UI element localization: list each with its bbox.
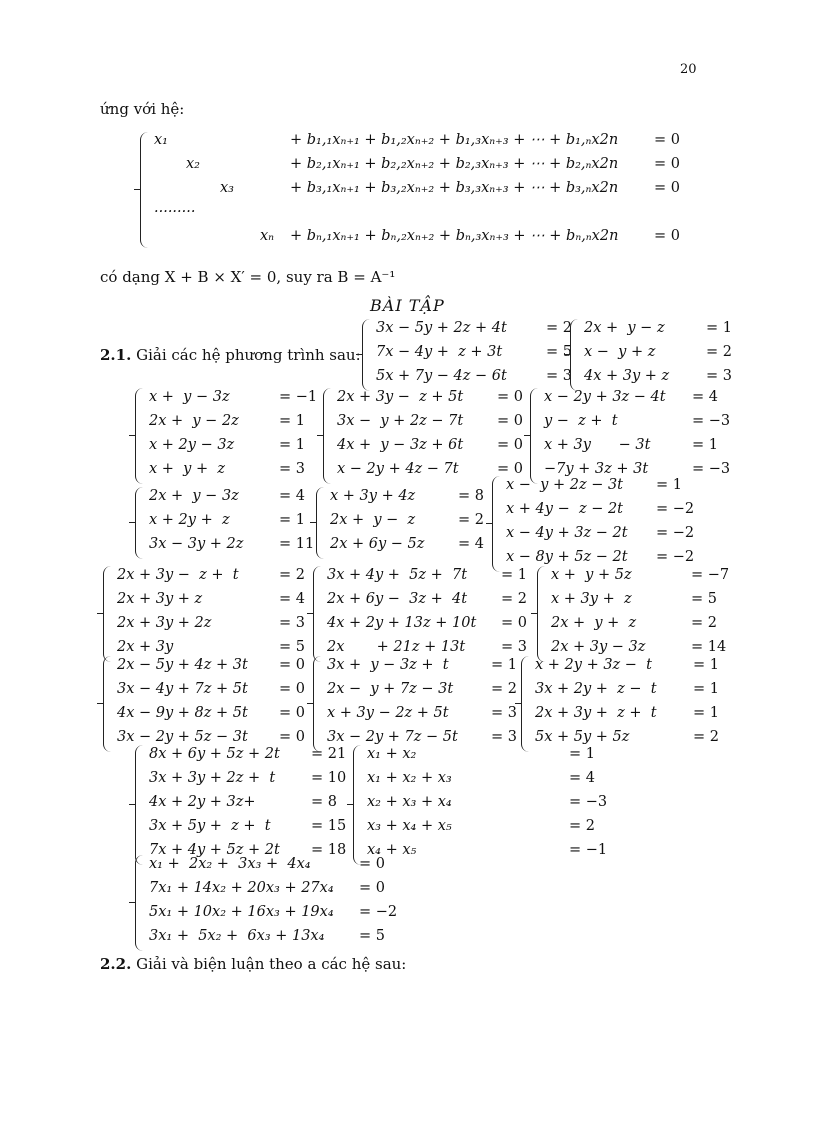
- equation-rhs: = 10: [311, 770, 347, 786]
- equation-lhs: 2x + y − 3z: [149, 488, 239, 504]
- equation-lhs: 2x + 3y − z + 5t: [337, 389, 464, 405]
- equation-lhs: x − 2y + 4z − 7t: [337, 461, 459, 477]
- system-row: [117, 567, 305, 583]
- equation-lhs: 2x + 21z + 13t: [327, 639, 466, 655]
- equation-lhs: x − y + 2z − 3t: [506, 477, 623, 493]
- equation-lhs: x₃ + x₄ + x₅: [367, 818, 452, 834]
- system-row: [544, 389, 718, 405]
- equation-rhs: = 11: [279, 536, 315, 552]
- equation-lhs: 3x − y + 2z − 7t: [337, 413, 464, 429]
- system-row: [149, 437, 305, 453]
- equation-rhs: = −3: [692, 461, 731, 477]
- system-row: [367, 746, 595, 762]
- system-brace: [537, 566, 548, 662]
- equation-rhs: = 0: [497, 461, 523, 477]
- equation-lhs: 7x − 4y + z + 3t: [376, 344, 503, 360]
- equation-lhs: x + 3y + z: [551, 591, 632, 607]
- equation-lhs: y − z + t: [544, 413, 618, 429]
- equation-rhs: = 5: [359, 928, 385, 944]
- equation-lhs: 3x − 3y + 2z: [149, 536, 244, 552]
- system-row: x₂ + b₂,₁xₙ₊₁ + b₂,₂xₙ₊₂ + b₂,₃xₙ₊₃ + ⋯ + b₂,ₙx2n = 0: [186, 156, 680, 172]
- system-row: [149, 413, 305, 429]
- equation-rhs: = −1: [279, 389, 318, 405]
- equation-rhs: = 15: [311, 818, 347, 834]
- equation-rhs: = 0: [279, 657, 305, 673]
- big-system: [140, 132, 700, 248]
- equation-rhs: = 0: [279, 681, 305, 697]
- equation-rhs: = 2: [546, 320, 572, 336]
- equation-rhs: = 3: [491, 729, 517, 745]
- equation-lhs: 2x − y + 7z − 3t: [327, 681, 454, 697]
- system-row: [535, 681, 719, 697]
- equation-rhs: = 5: [691, 591, 717, 607]
- equation-lhs: 3x + 5y + z + t: [149, 818, 271, 834]
- system-row: [506, 477, 682, 493]
- equation-rhs: = 1: [279, 512, 305, 528]
- system-row: [535, 705, 719, 721]
- equation-rhs: = 1: [569, 746, 595, 762]
- equation-lhs: x − 4y + 3z − 2t: [506, 525, 628, 541]
- equation-rhs: = 14: [691, 639, 727, 655]
- system-row: [327, 567, 527, 583]
- equation-rhs: = 1: [279, 437, 305, 453]
- intro-text: ứng với hệ:: [100, 100, 185, 118]
- system-row: [535, 729, 719, 745]
- equation-rhs: = 3: [491, 705, 517, 721]
- system-row: [330, 536, 484, 552]
- system-row: [367, 770, 595, 786]
- equation-system: [362, 319, 572, 391]
- system-row: [337, 437, 523, 453]
- equation-lhs: 4x + 2y + 13z + 10t: [327, 615, 477, 631]
- system-brace: [103, 566, 114, 662]
- equation-rhs: = 0: [497, 437, 523, 453]
- system-row: [149, 461, 305, 477]
- equation-rhs: = 3: [706, 368, 732, 384]
- equation-lhs: x₁ + x₂: [367, 746, 417, 762]
- system-row: x₁ + b₁,₁xₙ₊₁ + b₁,₂xₙ₊₂ + b₁,₃xₙ₊₃ + ⋯ + b₁,ₙx2n = 0: [154, 132, 680, 148]
- equation-rhs: = 2: [491, 681, 517, 697]
- equation-lhs: x + 2y + z: [149, 512, 230, 528]
- equation-rhs: = 3: [501, 639, 527, 655]
- system-brace: [313, 566, 324, 662]
- equation-rhs: = 1: [279, 413, 305, 429]
- equation-rhs: = 2: [458, 512, 484, 528]
- equation-rhs: = 4: [692, 389, 718, 405]
- system-row: [149, 794, 337, 810]
- system-row: [149, 389, 318, 405]
- equation-system: [313, 656, 523, 752]
- equation-lhs: 3x + 2y + z − t: [535, 681, 657, 697]
- system-row: [149, 746, 347, 762]
- system-brace: [530, 388, 541, 484]
- equation-lhs: 5x + 7y − 4z − 6t: [376, 368, 507, 384]
- equation-system: [135, 745, 347, 865]
- equation-rhs: = −3: [569, 794, 608, 810]
- equation-rhs: = 18: [311, 842, 347, 858]
- equation-lhs: 3x + 4y + 5z + 7t: [327, 567, 468, 583]
- equation-rhs: = 2: [501, 591, 527, 607]
- equation-system: [323, 388, 523, 484]
- system-row: [327, 591, 527, 607]
- system-row: [327, 639, 527, 655]
- equation-lhs: 2x + 3y − z + t: [117, 567, 239, 583]
- equation-lhs: 3x + y − 3z + t: [327, 657, 449, 673]
- exercise-text: Giải các hệ phương trình sau:: [136, 346, 361, 364]
- system-row: [117, 705, 305, 721]
- equation-rhs: = −7: [691, 567, 730, 583]
- conclusion-text: có dạng X + B × X′ = 0, suy ra B = A⁻¹: [100, 268, 396, 286]
- equation-rhs: = 0: [359, 856, 385, 872]
- equation-rhs: = −2: [359, 904, 398, 920]
- system-row: [327, 705, 517, 721]
- system-row: [117, 591, 305, 607]
- equation-system: [135, 855, 398, 951]
- equation-lhs: x + y + z: [149, 461, 225, 477]
- equation-system: [313, 566, 527, 662]
- equation-rhs: = 0: [279, 705, 305, 721]
- system-row: [149, 904, 398, 920]
- system-row: [327, 615, 527, 631]
- equation-rhs: = 0: [359, 880, 385, 896]
- exercise-text: Giải và biện luận theo a các hệ sau:: [136, 955, 407, 973]
- equation-lhs: 8x + 6y + 5z + 2t: [149, 746, 280, 762]
- system-brace: [492, 476, 503, 572]
- equation-rhs: = 1: [656, 477, 682, 493]
- exercise-label: 2.1.: [100, 346, 132, 364]
- equation-lhs: 2x + y − z: [330, 512, 416, 528]
- system-brace: [135, 388, 146, 484]
- equation-system: [103, 566, 303, 662]
- system-brace: [570, 319, 581, 391]
- equation-rhs: = 1: [491, 657, 517, 673]
- equation-lhs: 4x + 2y + 3z+: [149, 794, 256, 810]
- system-row: [149, 512, 305, 528]
- equation-lhs: x₄ + x₅: [367, 842, 417, 858]
- equation-rhs: = 1: [501, 567, 527, 583]
- equation-rhs: = 2: [706, 344, 732, 360]
- equation-rhs: = 8: [458, 488, 484, 504]
- system-row: [367, 818, 595, 834]
- system-row: [551, 567, 730, 583]
- system-row: [117, 615, 305, 631]
- page-number: 20: [680, 62, 697, 77]
- equation-rhs: = 1: [693, 705, 719, 721]
- system-brace: [323, 388, 334, 484]
- exercise-label: 2.2.: [100, 955, 132, 973]
- equation-lhs: x + 2y + 3z − t: [535, 657, 652, 673]
- equation-lhs: x + 3y − 2z + 5t: [327, 705, 449, 721]
- equation-lhs: 4x + y − 3z + 6t: [337, 437, 464, 453]
- system-row: [337, 389, 523, 405]
- equation-rhs: = 3: [546, 368, 572, 384]
- system-row: [330, 488, 484, 504]
- equation-rhs: = 5: [279, 639, 305, 655]
- equation-system: [135, 388, 318, 484]
- equation-rhs: = 0: [497, 413, 523, 429]
- equation-system: [103, 656, 303, 752]
- equation-lhs: 3x − 5y + 2z + 4t: [376, 320, 507, 336]
- equation-lhs: 3x − 4y + 7z + 5t: [117, 681, 248, 697]
- equation-rhs: = −2: [656, 501, 695, 517]
- equation-lhs: 7x₁ + 14x₂ + 20x₃ + 27x₄: [149, 880, 334, 896]
- equation-system: [530, 388, 730, 484]
- equation-lhs: 3x₁ + 5x₂ + 6x₃ + 13x₄: [149, 928, 325, 944]
- system-row: [551, 639, 727, 655]
- equation-lhs: x + 3y − 3t: [544, 437, 651, 453]
- system-row: [327, 681, 517, 697]
- system-row: [117, 681, 305, 697]
- system-row: [544, 437, 718, 453]
- system-row: [117, 657, 305, 673]
- equation-lhs: x + 4y − z − 2t: [506, 501, 623, 517]
- system-row: [506, 501, 695, 517]
- equation-rhs: = 21: [311, 746, 347, 762]
- exercise-2-1: [100, 346, 361, 364]
- system-row: [376, 368, 572, 384]
- system-row: [327, 657, 517, 673]
- equation-rhs: = 1: [692, 437, 718, 453]
- equation-rhs: = 1: [693, 657, 719, 673]
- equation-rhs: = 2: [279, 567, 305, 583]
- equation-lhs: x + 2y − 3z: [149, 437, 235, 453]
- system-row: [337, 461, 523, 477]
- equation-rhs: = 3: [279, 461, 305, 477]
- equation-rhs: = 4: [458, 536, 484, 552]
- equation-lhs: 2x − 5y + 4z + 3t: [117, 657, 248, 673]
- equation-rhs: = 0: [497, 389, 523, 405]
- equation-rhs: = 1: [706, 320, 732, 336]
- equation-lhs: 2x + 3y + z: [117, 591, 203, 607]
- equation-lhs: 2x + y − z: [584, 320, 665, 336]
- system-row: x₃ + b₃,₁xₙ₊₁ + b₃,₂xₙ₊₂ + b₃,₃xₙ₊₃ + ⋯ + b₃,ₙx2n = 0: [220, 180, 680, 196]
- system-row: [330, 512, 484, 528]
- section-heading: BÀI TẬP: [370, 296, 445, 315]
- system-row: [149, 880, 385, 896]
- equation-lhs: 2x + y − 2z: [149, 413, 239, 429]
- equation-rhs: = 4: [279, 591, 305, 607]
- system-row: [149, 928, 385, 944]
- system-row: ·········: [154, 204, 196, 220]
- equation-lhs: x − y + z: [584, 344, 656, 360]
- system-row: [117, 729, 305, 745]
- system-row: [584, 320, 732, 336]
- equation-lhs: 2x + 3y + z + t: [535, 705, 657, 721]
- equation-rhs: = −2: [656, 549, 695, 565]
- equation-system: [537, 566, 730, 662]
- equation-rhs: = −3: [692, 413, 731, 429]
- equation-lhs: x − 8y + 5z − 2t: [506, 549, 628, 565]
- system-row: xₙ + bₙ,₁xₙ₊₁ + bₙ,₂xₙ₊₂ + bₙ,₃xₙ₊₃ + ⋯ + bₙ,ₙx2n = 0: [260, 228, 680, 244]
- equation-lhs: 4x + 3y + z: [584, 368, 670, 384]
- system-brace: [140, 132, 151, 248]
- equation-rhs: = 5: [546, 344, 572, 360]
- system-row: [149, 488, 305, 504]
- equation-lhs: x + 3y + 4z: [330, 488, 416, 504]
- equation-lhs: 5x + 5y + 5z: [535, 729, 630, 745]
- equation-lhs: 2x + 3y: [117, 639, 174, 655]
- system-brace: [316, 487, 327, 559]
- equation-lhs: 2x + 6y − 5z: [330, 536, 425, 552]
- exercise-2-2: [100, 955, 406, 973]
- equation-system: [135, 487, 315, 559]
- system-row: [584, 344, 732, 360]
- system-brace: [103, 656, 114, 752]
- system-brace: [353, 745, 364, 865]
- equation-lhs: 5x₁ + 10x₂ + 16x₃ + 19x₄: [149, 904, 334, 920]
- equation-system: [521, 656, 731, 752]
- system-row: [535, 657, 719, 673]
- system-brace: [313, 656, 324, 752]
- system-row: [544, 461, 731, 477]
- equation-rhs: = 1: [693, 681, 719, 697]
- system-row: [551, 615, 717, 631]
- equation-rhs: = 8: [311, 794, 337, 810]
- system-brace: [135, 487, 146, 559]
- system-row: [337, 413, 523, 429]
- system-row: [376, 344, 572, 360]
- equation-lhs: x₁ + 2x₂ + 3x₃ + 4x₄: [149, 856, 311, 872]
- system-brace: [362, 319, 373, 391]
- system-brace: [135, 855, 146, 951]
- equation-lhs: 7x + 4y + 5z + 2t: [149, 842, 280, 858]
- equation-rhs: = 0: [279, 729, 305, 745]
- system-row: [149, 770, 347, 786]
- system-brace: [521, 656, 532, 752]
- equation-lhs: x + y − 3z: [149, 389, 230, 405]
- equation-rhs: = 3: [279, 615, 305, 631]
- equation-lhs: 3x − 2y + 7z − 5t: [327, 729, 458, 745]
- equation-lhs: 2x + 3y + 2z: [117, 615, 212, 631]
- system-row: [327, 729, 517, 745]
- equation-rhs: = 2: [569, 818, 595, 834]
- system-row: [544, 413, 731, 429]
- equation-rhs: = 0: [501, 615, 527, 631]
- equation-lhs: 4x − 9y + 8z + 5t: [117, 705, 248, 721]
- system-row: [506, 525, 695, 541]
- equation-rhs: = 2: [693, 729, 719, 745]
- equation-system: [492, 476, 695, 572]
- system-brace: [135, 745, 146, 865]
- system-row: [117, 639, 305, 655]
- system-row: [551, 591, 717, 607]
- system-row: [506, 549, 695, 565]
- system-row: [149, 818, 347, 834]
- equation-rhs: = −2: [656, 525, 695, 541]
- system-row: [149, 856, 385, 872]
- equation-rhs: = −1: [569, 842, 608, 858]
- equation-lhs: x − 2y + 3z − 4t: [544, 389, 666, 405]
- equation-lhs: 2x + 3y − 3z: [551, 639, 646, 655]
- system-row: [149, 536, 315, 552]
- equation-system: [316, 487, 486, 559]
- equation-lhs: −7y + 3z + 3t: [544, 461, 649, 477]
- equation-lhs: x + y + 5z: [551, 567, 632, 583]
- system-row: [367, 794, 608, 810]
- system-row: [376, 320, 572, 336]
- equation-system: [353, 745, 608, 865]
- equation-system: [570, 319, 732, 391]
- equation-lhs: x₁ + x₂ + x₃: [367, 770, 452, 786]
- equation-lhs: 2x + y + z: [551, 615, 637, 631]
- equation-rhs: = 4: [279, 488, 305, 504]
- equation-rhs: = 2: [691, 615, 717, 631]
- system-row: [584, 368, 732, 384]
- equation-lhs: x₂ + x₃ + x₄: [367, 794, 452, 810]
- equation-lhs: 2x + 6y − 3z + 4t: [327, 591, 468, 607]
- equation-lhs: 3x + 3y + 2z + t: [149, 770, 276, 786]
- equation-lhs: 3x − 2y + 5z − 3t: [117, 729, 248, 745]
- equation-rhs: = 4: [569, 770, 595, 786]
